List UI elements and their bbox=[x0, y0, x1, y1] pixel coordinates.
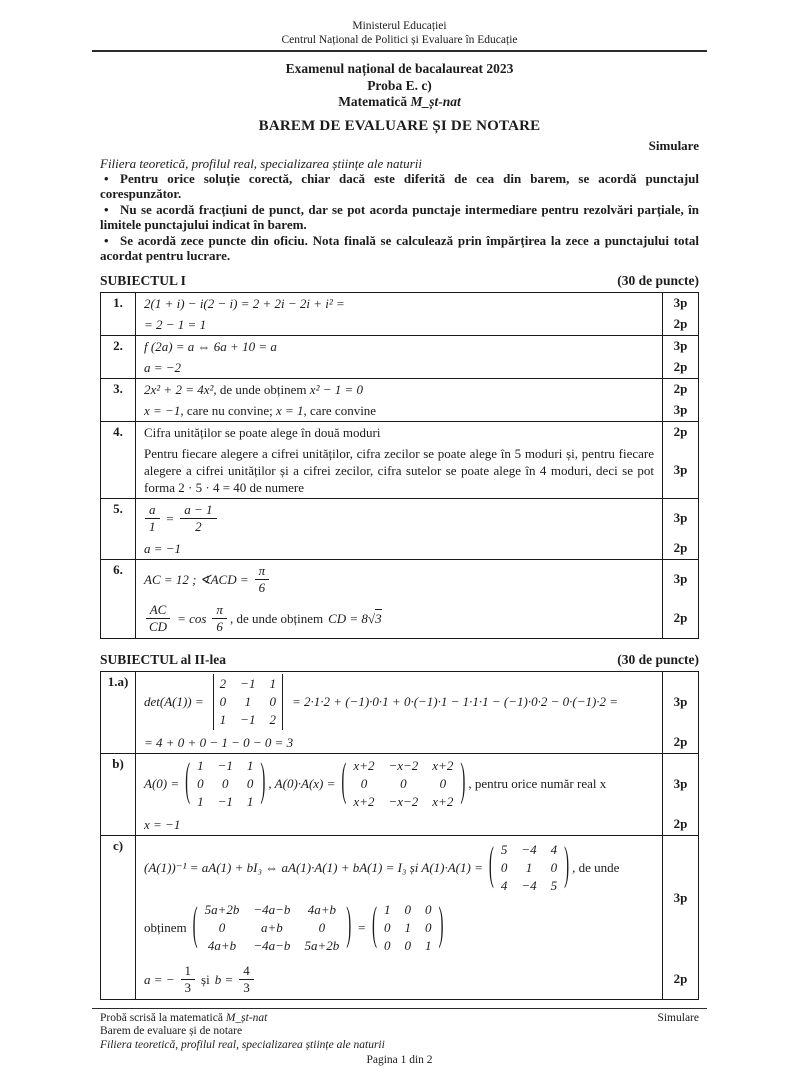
formula: = 2·1·2 + (−1)·0·1 + 0·(−1)·1 − 1·1·1 − (−1)·0·2 − 0·(−1)·2 = bbox=[291, 694, 619, 709]
matrix-cell: 1 bbox=[246, 793, 254, 809]
fraction bbox=[239, 963, 254, 996]
bullet-icon: • bbox=[104, 232, 109, 248]
paren-left-icon: ( bbox=[372, 901, 377, 951]
formula: x = −1 bbox=[144, 816, 181, 832]
subject-name: Matematică bbox=[338, 94, 408, 109]
matrix-cell: 4a+b bbox=[307, 901, 336, 917]
subject-code: M_șt-nat bbox=[410, 94, 461, 109]
matrix bbox=[191, 756, 259, 812]
paren-right-icon: ) bbox=[564, 841, 570, 891]
points-cell bbox=[662, 293, 698, 314]
fraction-denominator: 3 bbox=[184, 979, 192, 995]
points-value: 3p bbox=[673, 510, 688, 525]
points-value: 3p bbox=[673, 571, 688, 586]
formula: a = −1 bbox=[144, 540, 182, 556]
section-1-heading bbox=[100, 273, 699, 289]
matrix-cell: 1 bbox=[244, 693, 252, 709]
section-title: SUBIECTUL al II-lea bbox=[100, 651, 227, 667]
matrix-cell: 1 bbox=[425, 937, 432, 953]
fraction bbox=[145, 602, 171, 635]
matrix-cell: 0 bbox=[425, 919, 432, 935]
points-cell bbox=[662, 379, 698, 400]
matrix-cell: 0 bbox=[219, 693, 227, 709]
matrix-cell: 0 bbox=[269, 693, 276, 709]
barem-title: BAREM DE EVALUARE ȘI DE NOTARE bbox=[258, 117, 541, 134]
filiera-note: Filiera teoretică, profilul real, specializarea științe ale naturii bbox=[100, 155, 422, 171]
matrix bbox=[347, 756, 459, 812]
points-cell bbox=[662, 814, 698, 835]
formula: (A(1))⁻¹ = aA(1) + bI₃ ⇔ aA(1)·A(1) + bA(1) = I₃ și A(1)·A(1) = bbox=[144, 860, 483, 875]
points-value: 2p bbox=[673, 381, 688, 396]
fraction-numerator: AC bbox=[146, 602, 171, 619]
paren-left-icon: ( bbox=[192, 901, 198, 951]
matrix-cell: −4 bbox=[521, 841, 537, 857]
points-cell bbox=[662, 336, 698, 357]
text-fragment: , de unde obținem bbox=[229, 610, 324, 626]
points-cell bbox=[662, 560, 698, 599]
exam-subject bbox=[100, 94, 699, 111]
footer-barem-line: Barem de evaluare și de notare bbox=[100, 1025, 243, 1037]
matrix-cell: x+2 bbox=[353, 757, 375, 773]
matrix-cell: 1 bbox=[197, 757, 204, 773]
matrix-cell: 2 bbox=[219, 675, 227, 691]
bullet-icon: • bbox=[104, 170, 109, 186]
matrix-cell: 0 bbox=[500, 859, 508, 875]
formula: f (2a) = a ⇔ 6a + 10 = a bbox=[144, 338, 277, 354]
points-cell bbox=[662, 422, 698, 443]
matrix-cell: 0 bbox=[222, 775, 229, 791]
formula: , A(0)·A(x) = bbox=[268, 776, 336, 791]
text-fragment: , pentru orice număr real x bbox=[468, 776, 607, 791]
grading-rule bbox=[100, 202, 699, 233]
matrix bbox=[378, 900, 438, 956]
fraction-numerator: π bbox=[212, 602, 227, 619]
matrix-cell: 2 bbox=[269, 711, 276, 727]
matrix bbox=[495, 840, 563, 896]
text-fragment: Cifra unităților se poate alege în două moduri bbox=[144, 424, 381, 440]
row-number: b) bbox=[101, 754, 136, 835]
points-value: 3p bbox=[673, 775, 688, 791]
formula: = bbox=[357, 920, 366, 935]
points-cell bbox=[662, 960, 698, 999]
fraction-numerator: 1 bbox=[181, 963, 196, 980]
fraction bbox=[181, 963, 196, 996]
matrix-cell: 5 bbox=[500, 841, 508, 857]
matrix-cell: −4a−b bbox=[253, 901, 291, 917]
matrix-cell: 0 bbox=[218, 919, 226, 935]
matrix-cell: −x−2 bbox=[388, 757, 419, 773]
points-cell bbox=[662, 443, 698, 498]
matrix-cell: −1 bbox=[240, 675, 256, 691]
row-number: 5. bbox=[101, 499, 136, 559]
page-number: Pagina 1 din 2 bbox=[366, 1054, 433, 1066]
points-cell bbox=[662, 538, 698, 559]
fraction bbox=[180, 502, 216, 535]
fraction-numerator: a bbox=[145, 502, 160, 519]
fraction bbox=[145, 502, 160, 535]
grading-rule-text: Nu se acordă fracțiuni de punct, dar se pot acorda punctaje intermediare pentru rezolvări parțiale, în limitele punctajului indicat în barem. bbox=[100, 201, 699, 232]
matrix-cell: 0 bbox=[400, 775, 407, 791]
grading-rule-text: Se acordă zece puncte din oficiu. Nota finală se calculează prin împărțirea la zece a punctajului total acordat pentru lucrare. bbox=[100, 232, 699, 263]
formula: AC = 12 ; ∢ACD = bbox=[144, 571, 249, 587]
points-cell bbox=[662, 836, 698, 960]
formula: x² − 1 = 0 bbox=[309, 381, 364, 397]
matrix-cell: 4 bbox=[500, 877, 508, 893]
formula: det(A(1)) = bbox=[144, 694, 204, 709]
points-value: 3p bbox=[673, 295, 688, 310]
matrix-cell: −x−2 bbox=[388, 793, 419, 809]
matrix-cell: 1 bbox=[404, 919, 411, 935]
paren-left-icon: ( bbox=[185, 757, 191, 807]
matrix bbox=[199, 900, 346, 956]
matrix-cell: 4a+b bbox=[207, 937, 237, 953]
fraction-denominator: 2 bbox=[195, 518, 202, 534]
points-value: 3p bbox=[673, 462, 688, 477]
row-number: 1. bbox=[101, 293, 136, 335]
row-number: 4. bbox=[101, 422, 136, 498]
matrix-cell: x+2 bbox=[353, 793, 375, 809]
points-value: 3p bbox=[673, 889, 688, 905]
bullet-icon: • bbox=[104, 201, 109, 217]
matrix-cell: 1 bbox=[269, 675, 276, 691]
matrix-cell: 4 bbox=[550, 841, 558, 857]
paren-right-icon: ) bbox=[460, 757, 466, 807]
fraction-denominator: 6 bbox=[216, 618, 223, 634]
table-row bbox=[101, 335, 698, 378]
grading-rule-text: Pentru orice soluție corectă, chiar dacă este diferită de cea din barem, se acordă punctajul corespunzător. bbox=[100, 170, 699, 201]
fraction-numerator: π bbox=[255, 563, 270, 580]
table-row bbox=[101, 672, 698, 753]
simulare-label: Simulare bbox=[648, 137, 699, 153]
radicand: 3 bbox=[375, 611, 382, 626]
formula: b = bbox=[214, 971, 234, 987]
formula: x = 1 bbox=[275, 402, 304, 418]
formula: = 4 + 0 + 0 − 1 − 0 − 0 = 3 bbox=[144, 734, 294, 750]
matrix-cell: 0 bbox=[246, 775, 254, 791]
footer-subject bbox=[100, 1012, 267, 1026]
matrix-cell: 0 bbox=[439, 775, 447, 791]
formula: a = − bbox=[144, 971, 175, 987]
fraction-denominator: 1 bbox=[149, 518, 156, 534]
matrix-cell: a+b bbox=[261, 919, 283, 935]
fraction-denominator: 6 bbox=[258, 579, 266, 595]
points-cell bbox=[662, 672, 698, 732]
matrix-cell: 0 bbox=[550, 859, 558, 875]
section-2-heading bbox=[100, 652, 699, 668]
points-value: 2p bbox=[673, 971, 688, 986]
formula: = 2 − 1 = 1 bbox=[144, 316, 207, 332]
matrix-cell: 0 bbox=[360, 775, 368, 791]
matrix-cell: 1 bbox=[197, 793, 204, 809]
fraction-denominator: 3 bbox=[243, 979, 250, 995]
paren-left-icon: ( bbox=[341, 757, 347, 807]
table-row bbox=[101, 498, 698, 559]
table-row bbox=[101, 378, 698, 421]
formula: = bbox=[165, 510, 175, 526]
solution-line bbox=[144, 898, 654, 958]
matrix-group bbox=[488, 840, 570, 896]
matrix-cell: 0 bbox=[404, 901, 411, 917]
paren-right-icon: ) bbox=[260, 757, 266, 807]
matrix-group bbox=[192, 900, 353, 956]
matrix-cell: −4a−b bbox=[253, 937, 291, 953]
formula: a = −2 bbox=[144, 359, 182, 375]
grading-rule bbox=[100, 233, 699, 264]
points-value: 3p bbox=[673, 402, 688, 417]
row-number: 6. bbox=[101, 560, 136, 638]
footer-filiera-line: Filiera teoretică, profilul real, specializarea științe ale naturii bbox=[100, 1038, 385, 1051]
text-fragment: și bbox=[201, 971, 210, 987]
table-row bbox=[101, 835, 698, 999]
ministry-line: Ministerul Educației bbox=[352, 20, 447, 32]
footer-subject-code: M_șt-nat bbox=[225, 1011, 268, 1024]
page-footer bbox=[100, 1000, 699, 1068]
points-cell bbox=[662, 732, 698, 753]
points-value: 2p bbox=[673, 734, 688, 749]
formula: CD = 8√ bbox=[328, 610, 376, 626]
score-table-2 bbox=[100, 671, 699, 1000]
section-title: SUBIECTUL I bbox=[100, 272, 186, 288]
matrix-group bbox=[184, 756, 266, 812]
exam-proba: Proba E. c) bbox=[367, 77, 432, 93]
section-points: (30 de puncte) bbox=[617, 651, 699, 667]
table-row bbox=[101, 421, 698, 498]
row-number: 3. bbox=[101, 379, 136, 421]
footer-subject-text: Probă scrisă la matematică bbox=[100, 1011, 226, 1024]
points-value: 3p bbox=[673, 338, 688, 353]
fraction-numerator: 4 bbox=[239, 963, 254, 980]
matrix-cell: 0 bbox=[197, 775, 204, 791]
points-cell bbox=[662, 400, 698, 421]
points-cell bbox=[662, 499, 698, 538]
matrix-cell: 1 bbox=[246, 757, 254, 773]
matrix-cell: 0 bbox=[425, 901, 432, 917]
fraction-denominator: CD bbox=[149, 618, 168, 634]
section-points: (30 de puncte) bbox=[617, 272, 699, 288]
table-row bbox=[101, 559, 698, 638]
points-value: 2p bbox=[673, 316, 688, 331]
fraction bbox=[212, 602, 227, 635]
matrix-cell: x+2 bbox=[432, 757, 454, 773]
matrix-cell: 0 bbox=[318, 919, 326, 935]
solution-line bbox=[144, 838, 654, 898]
agency-line: Centrul Național de Politici și Evaluare în Educație bbox=[281, 33, 518, 46]
points-value: 2p bbox=[673, 540, 688, 555]
footer-simulare: Simulare bbox=[657, 1011, 699, 1024]
header-divider bbox=[92, 50, 707, 52]
matrix-group bbox=[371, 900, 445, 956]
text-fragment: , de unde bbox=[572, 860, 620, 875]
matrix-group bbox=[340, 756, 466, 812]
score-table-1 bbox=[100, 292, 699, 639]
exam-title: Examenul național de bacalaureat 2023 bbox=[285, 61, 514, 76]
points-value: 2p bbox=[673, 424, 688, 439]
formula: 2x² + 2 = 4x² bbox=[144, 381, 214, 397]
row-number: 1.a) bbox=[101, 672, 136, 753]
matrix-cell: −1 bbox=[217, 793, 233, 809]
points-cell bbox=[662, 599, 698, 638]
text-fragment: , de unde obținem bbox=[213, 381, 310, 397]
text-fragment: , care nu convine; bbox=[180, 402, 276, 418]
matrix-cell: −1 bbox=[240, 711, 256, 727]
table-row bbox=[101, 753, 698, 835]
row-number: c) bbox=[101, 836, 136, 999]
table-row bbox=[101, 293, 698, 335]
paren-right-icon: ) bbox=[438, 901, 444, 951]
matrix-cell: 1 bbox=[525, 859, 533, 875]
points-value: 3p bbox=[673, 693, 688, 709]
grading-rule bbox=[100, 171, 699, 202]
points-value: 2p bbox=[673, 816, 688, 831]
row-number: 2. bbox=[101, 336, 136, 378]
matrix-cell: 0 bbox=[384, 919, 391, 935]
matrix-cell: 1 bbox=[219, 711, 227, 727]
matrix-cell: −1 bbox=[217, 757, 233, 773]
matrix-cell: 5a+2b bbox=[304, 937, 340, 953]
text-fragment: , care convine bbox=[303, 402, 377, 418]
matrix-cell: 1 bbox=[384, 901, 391, 917]
points-value: 2p bbox=[673, 610, 688, 625]
paren-right-icon: ) bbox=[346, 901, 352, 951]
formula: = cos bbox=[177, 610, 207, 626]
fraction-numerator: a − 1 bbox=[180, 502, 216, 519]
text-fragment: Pentru fiecare alegere a cifrei unităților, cifra zecilor se poate alege în 5 moduri și, pentru fiecare alegere a cifrei unităților și a cifrei zecilor, cifra sutelor se poate alege în 4 moduri, deci se pot forma 2 · 5 · 4 = 40 de numere bbox=[144, 445, 654, 495]
matrix-cell: x+2 bbox=[432, 793, 454, 809]
fraction bbox=[255, 563, 270, 596]
points-cell bbox=[662, 314, 698, 335]
formula: x = −1 bbox=[144, 402, 181, 418]
points-cell bbox=[662, 754, 698, 814]
paren-left-icon: ( bbox=[488, 841, 494, 891]
points-value: 2p bbox=[673, 359, 688, 374]
matrix-cell: 5 bbox=[550, 877, 558, 893]
matrix-cell: −4 bbox=[521, 877, 537, 893]
matrix-cell: 0 bbox=[404, 937, 411, 953]
formula: 2(1 + i) − i(2 − i) = 2 + 2i − 2i + i² = bbox=[144, 295, 345, 311]
formula: A(0) = bbox=[144, 776, 180, 791]
determinant-matrix bbox=[213, 674, 283, 730]
matrix-cell: 0 bbox=[384, 937, 391, 953]
text-fragment: obținem bbox=[144, 920, 187, 935]
points-cell bbox=[662, 357, 698, 378]
matrix-cell: 5a+2b bbox=[204, 901, 240, 917]
